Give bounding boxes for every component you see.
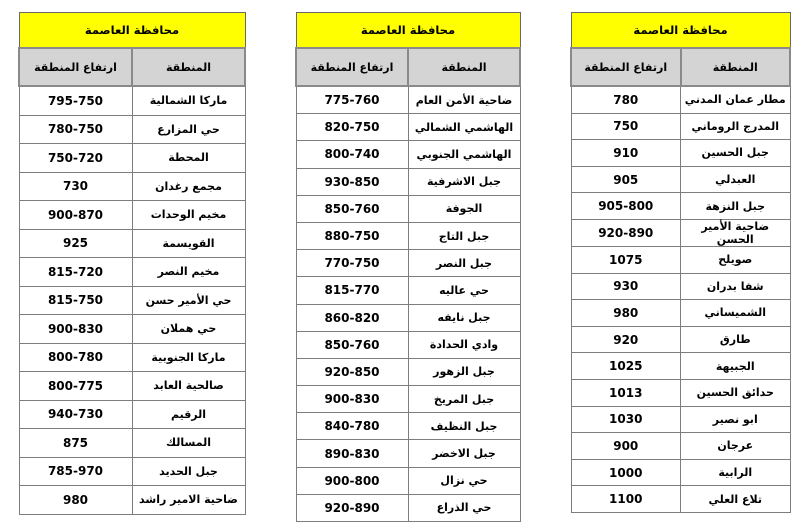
cell-elevation: 800-780: [19, 343, 132, 372]
cell-elevation: 920-890: [296, 494, 408, 521]
cell-elevation: 920: [571, 326, 681, 353]
cell-area-name: جبل الحديد: [132, 457, 245, 486]
table-row: [571, 433, 790, 460]
cell-area-name: الهاشمي الشمالي: [408, 114, 520, 141]
cell-area-name: شفا بدران: [681, 273, 791, 300]
cell-elevation: 1075: [571, 246, 681, 273]
cell-area-name: مخيم النصر: [132, 258, 245, 287]
table-row: [19, 343, 245, 372]
cell-area-name: ماركا الجنوبية: [132, 343, 245, 372]
table-row: [296, 222, 520, 249]
table-row: [19, 486, 245, 515]
table-row: [571, 406, 790, 433]
table-row: [296, 250, 520, 277]
table-row: [19, 429, 245, 458]
cell-elevation: 925: [19, 229, 132, 258]
cell-elevation: 795-750: [19, 86, 132, 115]
zone-table-2-body: [296, 86, 520, 522]
table-row: [571, 486, 790, 513]
table-title-row: [19, 13, 245, 49]
table-row: [296, 304, 520, 331]
table-row: [296, 168, 520, 195]
cell-elevation: 815-750: [19, 286, 132, 315]
cell-elevation: 770-750: [296, 250, 408, 277]
cell-area-name: ضاحية الأمن العام: [408, 86, 520, 114]
table-row: [571, 140, 790, 167]
cell-area-name: جبل نايفه: [408, 304, 520, 331]
table-row: [571, 246, 790, 273]
cell-elevation: 750-720: [19, 144, 132, 173]
zone-table-3-header: [571, 13, 790, 87]
cell-area-name: جبل المريخ: [408, 386, 520, 413]
cell-area-name: صالحية العابد: [132, 372, 245, 401]
cell-area-name: حدائق الحسين: [681, 379, 791, 406]
cell-elevation: 860-820: [296, 304, 408, 331]
cell-elevation: 900-870: [19, 201, 132, 230]
cell-area-name: الرقيم: [132, 400, 245, 429]
cell-elevation: 1100: [571, 486, 681, 513]
zone-table-3-container: [570, 12, 791, 507]
table-row: [571, 326, 790, 353]
cell-elevation: 750: [571, 113, 681, 140]
table-row: [571, 353, 790, 380]
table-row: [19, 258, 245, 287]
cell-elevation: 880-750: [296, 222, 408, 249]
table-row: [296, 413, 520, 440]
cell-area-name: المدرج الروماني: [681, 113, 791, 140]
table-row: [571, 273, 790, 300]
table-row: [296, 358, 520, 385]
table-title: محافظة العاصمة: [571, 13, 790, 49]
zone-table-1-header: [19, 13, 245, 87]
cell-elevation: 800-775: [19, 372, 132, 401]
cell-area-name: حي المزارع: [132, 115, 245, 144]
cell-elevation: 905: [571, 166, 681, 193]
table-row: [19, 201, 245, 230]
cell-area-name: الجوفة: [408, 195, 520, 222]
column-header-elevation: ارتفاع المنطقة: [19, 48, 132, 86]
zone-table-2-header: [296, 13, 520, 87]
table-title-row: [571, 13, 790, 49]
cell-elevation: 815-720: [19, 258, 132, 287]
cell-elevation: 910: [571, 140, 681, 167]
cell-area-name: الرابية: [681, 459, 791, 486]
table-row: [571, 193, 790, 220]
cell-elevation: 900-830: [19, 315, 132, 344]
table-row: [19, 315, 245, 344]
cell-area-name: حي الذراع: [408, 494, 520, 521]
table-title: محافظة العاصمة: [19, 13, 245, 49]
table-row: [296, 386, 520, 413]
cell-elevation: 1000: [571, 459, 681, 486]
table-row: [19, 172, 245, 201]
table-row: [296, 141, 520, 168]
cell-area-name: ماركا الشمالية: [132, 86, 245, 115]
column-header-elevation: ارتفاع المنطقة: [296, 48, 408, 86]
table-row: [296, 440, 520, 467]
cell-elevation: 980: [571, 300, 681, 327]
cell-area-name: جبل الحسين: [681, 140, 791, 167]
column-header-area: المنطقة: [681, 48, 791, 86]
cell-elevation: 800-740: [296, 141, 408, 168]
cell-area-name: الجبيهة: [681, 353, 791, 380]
cell-area-name: جبل التاج: [408, 222, 520, 249]
cell-area-name: المسالك: [132, 429, 245, 458]
table-row: [19, 400, 245, 429]
zone-table-1-container: [18, 12, 246, 507]
cell-area-name: العبدلي: [681, 166, 791, 193]
table-row: [296, 195, 520, 222]
cell-elevation: 900: [571, 433, 681, 460]
table-row: [19, 86, 245, 115]
cell-elevation: 850-760: [296, 331, 408, 358]
cell-elevation: 920-890: [571, 219, 681, 246]
table-row: [19, 457, 245, 486]
cell-area-name: حي نزال: [408, 467, 520, 494]
cell-area-name: تلاع العلي: [681, 486, 791, 513]
cell-elevation: 820-750: [296, 114, 408, 141]
table-row: [19, 372, 245, 401]
cell-area-name: مخيم الوحدات: [132, 201, 245, 230]
table-column-header-row: [296, 48, 520, 86]
table-row: [571, 166, 790, 193]
cell-area-name: ضاحية الامير راشد: [132, 486, 245, 515]
cell-elevation: 905-800: [571, 193, 681, 220]
cell-area-name: جبل الاشرفية: [408, 168, 520, 195]
table-row: [571, 379, 790, 406]
table-row: [571, 219, 790, 246]
cell-area-name: عرجان: [681, 433, 791, 460]
cell-elevation: 920-850: [296, 358, 408, 385]
cell-area-name: وادي الحدادة: [408, 331, 520, 358]
table-row: [571, 113, 790, 140]
table-row: [296, 86, 520, 114]
zone-table-2: [295, 12, 521, 522]
cell-elevation: 780: [571, 86, 681, 113]
cell-elevation: 875: [19, 429, 132, 458]
cell-area-name: حي الأمير حسن: [132, 286, 245, 315]
column-header-elevation: ارتفاع المنطقة: [571, 48, 681, 86]
cell-area-name: مجمع رغدان: [132, 172, 245, 201]
cell-area-name: طارق: [681, 326, 791, 353]
cell-elevation: 730: [19, 172, 132, 201]
cell-area-name: القويسمة: [132, 229, 245, 258]
table-row: [296, 331, 520, 358]
table-row: [571, 86, 790, 113]
cell-elevation: 780-750: [19, 115, 132, 144]
cell-elevation: 775-760: [296, 86, 408, 114]
cell-area-name: ابو نصير: [681, 406, 791, 433]
cell-elevation: 1013: [571, 379, 681, 406]
cell-elevation: 1030: [571, 406, 681, 433]
cell-elevation: 900-800: [296, 467, 408, 494]
zone-table-3-body: [571, 86, 790, 512]
cell-area-name: ضاحية الأمير الحسن: [681, 219, 791, 246]
cell-area-name: حي هملان: [132, 315, 245, 344]
table-title: محافظة العاصمة: [296, 13, 520, 49]
cell-area-name: مطار عمان المدني: [681, 86, 791, 113]
cell-area-name: حي عاليه: [408, 277, 520, 304]
zone-table-1: [18, 12, 246, 515]
cell-elevation: 930-850: [296, 168, 408, 195]
zone-table-3: [570, 12, 791, 513]
cell-area-name: جبل النظيف: [408, 413, 520, 440]
table-row: [571, 459, 790, 486]
cell-area-name: جبل الزهور: [408, 358, 520, 385]
table-row: [296, 114, 520, 141]
cell-area-name: جبل النصر: [408, 250, 520, 277]
table-row: [296, 467, 520, 494]
column-header-area: المنطقة: [408, 48, 520, 86]
cell-area-name: جبل النزهة: [681, 193, 791, 220]
table-row: [296, 277, 520, 304]
column-header-area: المنطقة: [132, 48, 245, 86]
table-row: [19, 144, 245, 173]
cell-area-name: صويلح: [681, 246, 791, 273]
cell-elevation: 815-770: [296, 277, 408, 304]
cell-elevation: 890-830: [296, 440, 408, 467]
cell-elevation: 850-760: [296, 195, 408, 222]
cell-elevation: 1025: [571, 353, 681, 380]
table-row: [571, 300, 790, 327]
cell-elevation: 940-730: [19, 400, 132, 429]
zone-table-1-body: [19, 86, 245, 514]
zone-table-2-container: [295, 12, 521, 515]
table-column-header-row: [571, 48, 790, 86]
table-row: [296, 494, 520, 521]
table-row: [19, 229, 245, 258]
cell-elevation: 785-970: [19, 457, 132, 486]
table-row: [19, 115, 245, 144]
cell-elevation: 980: [19, 486, 132, 515]
table-column-header-row: [19, 48, 245, 86]
cell-area-name: المحطة: [132, 144, 245, 173]
cell-area-name: جبل الاخضر: [408, 440, 520, 467]
cell-area-name: الهاشمي الجنوبي: [408, 141, 520, 168]
cell-elevation: 840-780: [296, 413, 408, 440]
table-title-row: [296, 13, 520, 49]
table-row: [19, 286, 245, 315]
cell-area-name: الشميساني: [681, 300, 791, 327]
cell-elevation: 930: [571, 273, 681, 300]
cell-elevation: 900-830: [296, 386, 408, 413]
